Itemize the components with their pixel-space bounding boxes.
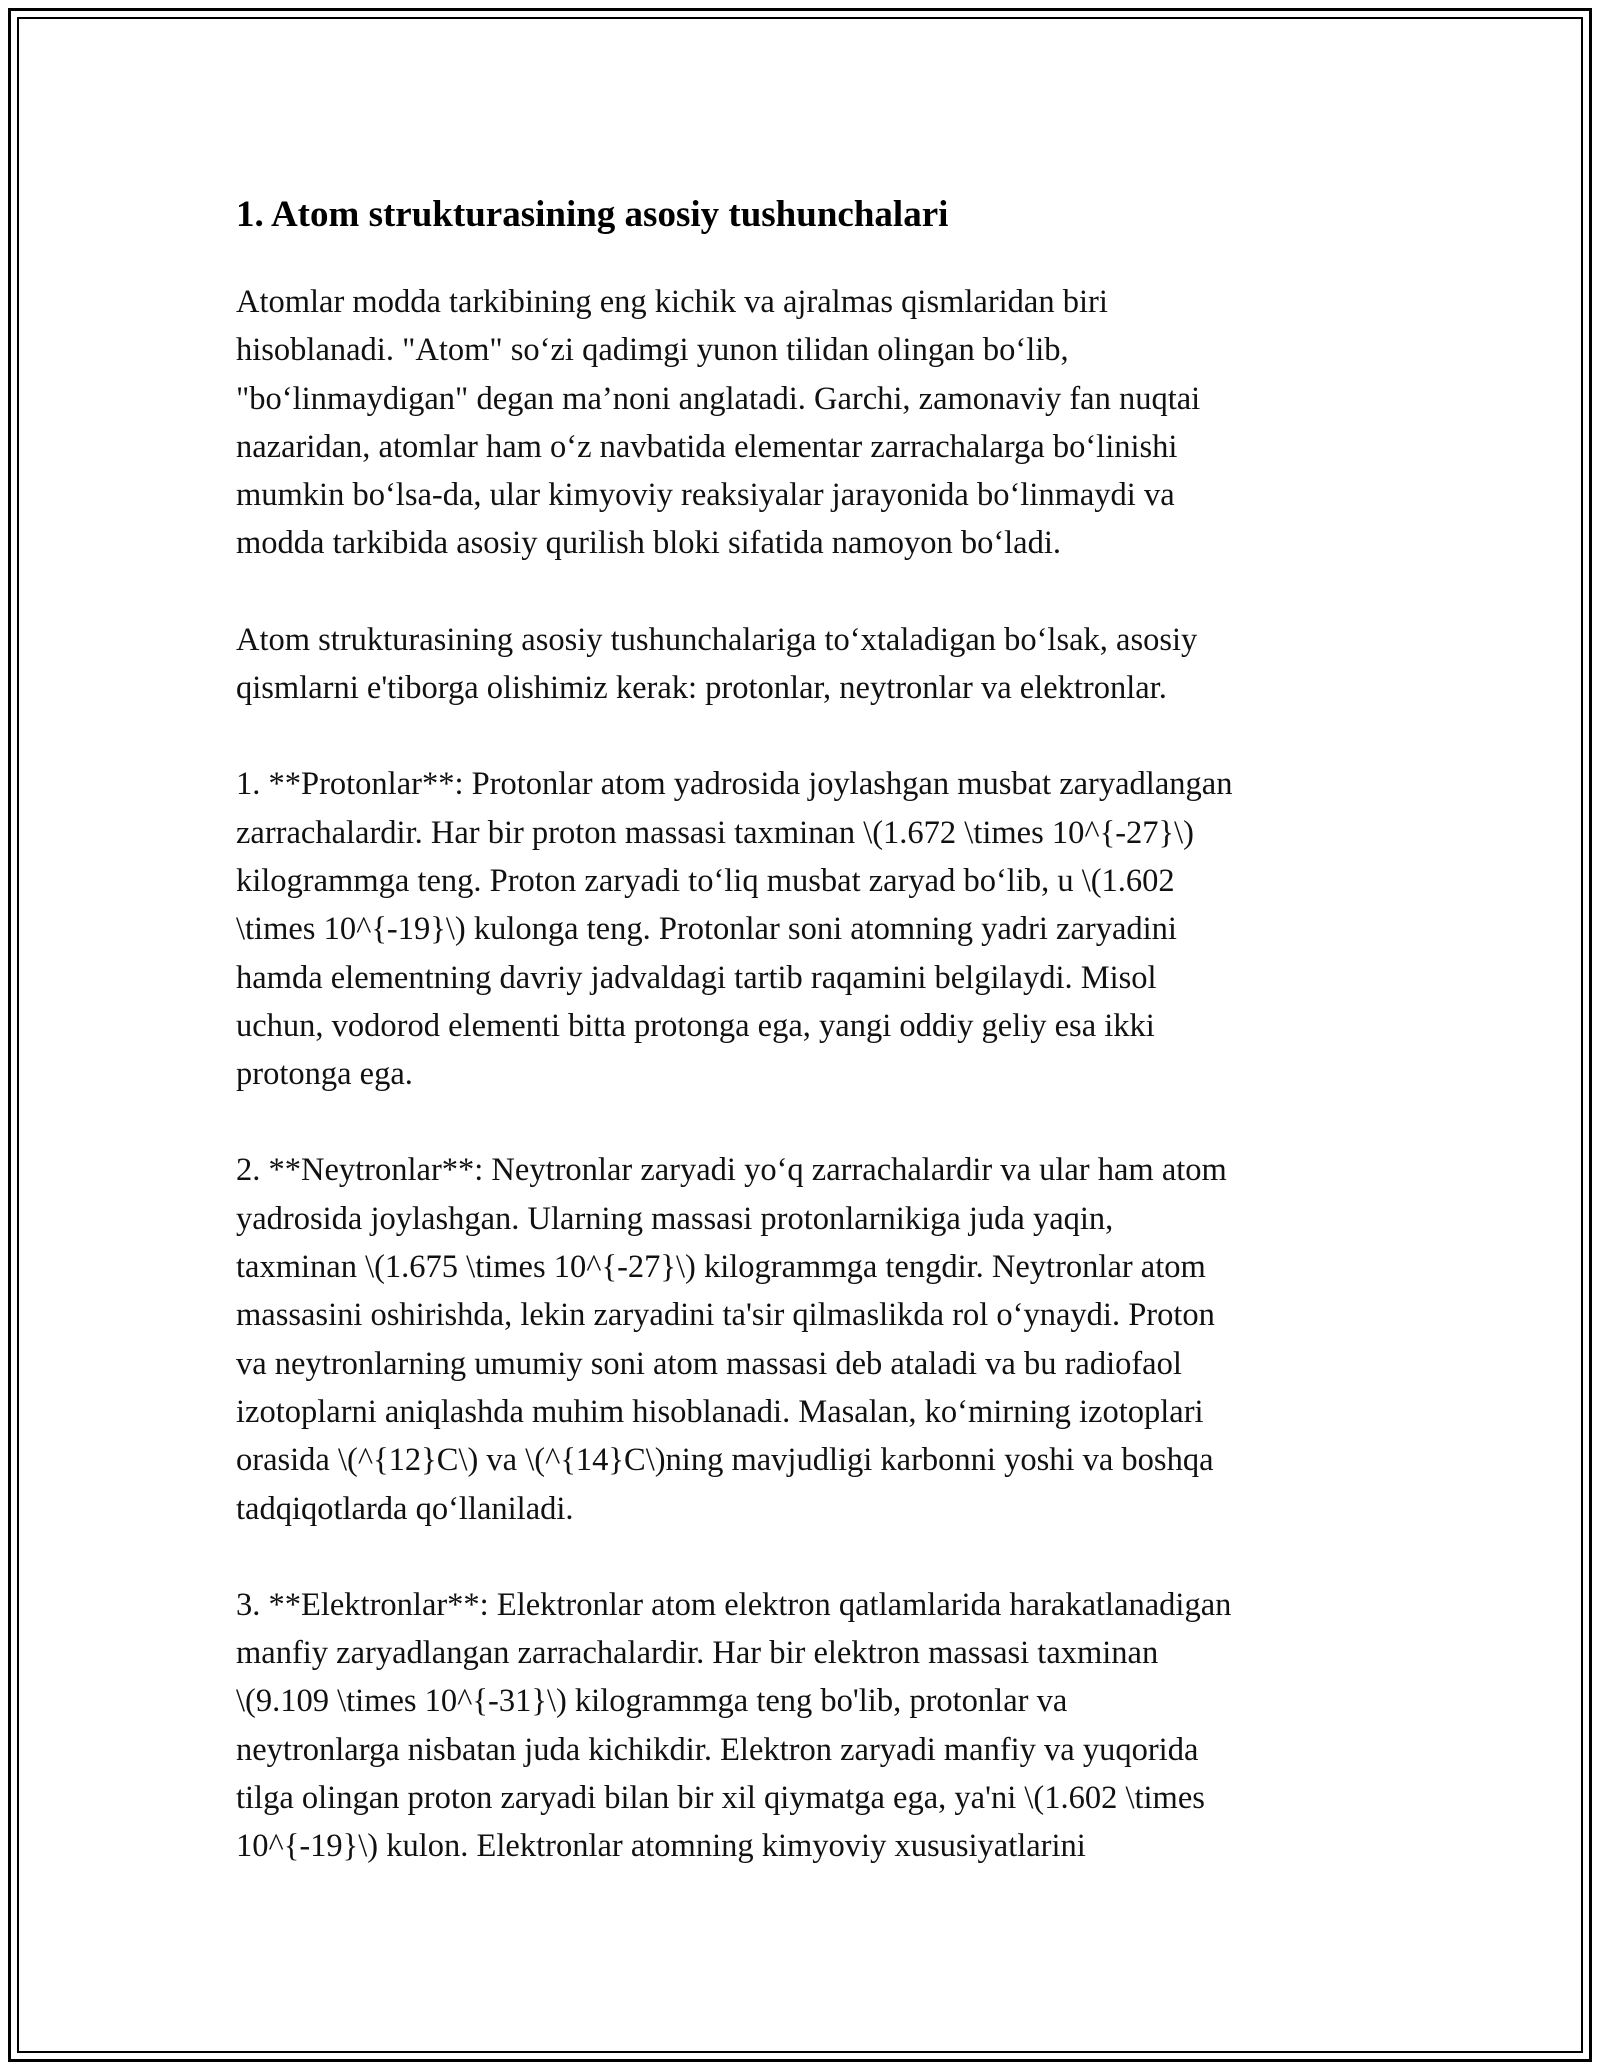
section-heading: 1. Atom strukturasining asosiy tushunchalari	[236, 194, 949, 235]
paragraph-intro: Atomlar modda tarkibining eng kichik va ajralmas qismlaridan biri hisoblanadi. "Atom" so‘zi qadimgi yunon tilidan olingan bo‘lib, "bo‘linmaydigan" degan ma’noni anglatadi. Garchi, zamonaviy fan nuqtai nazaridan, atomlar ham o‘z navbatida elementar zarrachalarga bo‘linishi mumkin bo‘lsa-da, ular kimyoviy reaksiyalar jarayonida bo‘linmaydi va modda tarkibida asosiy qurilish bloki sifatida namoyon bo‘ladi.	[236, 284, 1201, 562]
paragraph-overview: Atom strukturasining asosiy tushunchalariga to‘xtaladigan bo‘lsak, asosiy qismlarni e'tiborga olishimiz kerak: protonlar, neytronlar va elektronlar.	[236, 621, 1198, 707]
paragraph-neutrons: 2. **Neytronlar**: Neytronlar zaryadi yo‘q zarrachalardir va ular ham atom yadrosida joylashgan. Ularning massasi protonlarnikiga juda yaqin, taxminan \(1.675 \times 10^{-27}\) kilogrammga tengdir. Neytronlar atom massasini oshirishda, lekin zaryadini ta'sir qilmaslikda rol o‘ynaydi. Proton va neytronlarning umumiy soni atom massasi deb ataladi va bu radiofaol izotoplarni aniqlashda muhim hisoblanadi. Masalan, ko‘mirning izotoplari orasida \(^{12}C\) va \(^{14}C\)ning mavjudligi karbonni yoshi va boshqa tadqiqotlarda qo‘llaniladi.	[236, 1152, 1227, 1527]
paragraph-electrons: 3. **Elektronlar**: Elektronlar atom elektron qatlamlarida harakatlanadigan manfiy zaryadlangan zarrachalardir. Har bir elektron massasi taxminan \(9.109 \times 10^{-31}\) kilogrammga teng bo'lib, protonlar va neytronlarga nisbatan juda kichikdir. Elektron zaryadi manfiy va yuqorida tilga olingan proton zaryadi bilan bir xil qiymatga ega, ya'ni \(1.602 \times 10^{-19}\) kulon. Elektronlar atomning kimyoviy xususiyatlarini	[236, 1586, 1232, 1865]
document-body	[236, 186, 1376, 1919]
paragraph-protons: 1. **Protonlar**: Protonlar atom yadrosida joylashgan musbat zaryadlangan zarrachalardir. Har bir proton massasi taxminan \(1.672 \times 10^{-27}\) kilogrammga teng. Proton zaryadi to‘liq musbat zaryad bo‘lib, u \(1.602 \times 10^{-19}\) kulonga teng. Protonlar soni atomning yadri zaryadini hamda elementning davriy jadvaldagi tartib raqamini belgilaydi. Misol uchun, vodorod elementi bitta protonga ega, yangi oddiy geliy esa ikki protonga ega.	[236, 766, 1233, 1093]
